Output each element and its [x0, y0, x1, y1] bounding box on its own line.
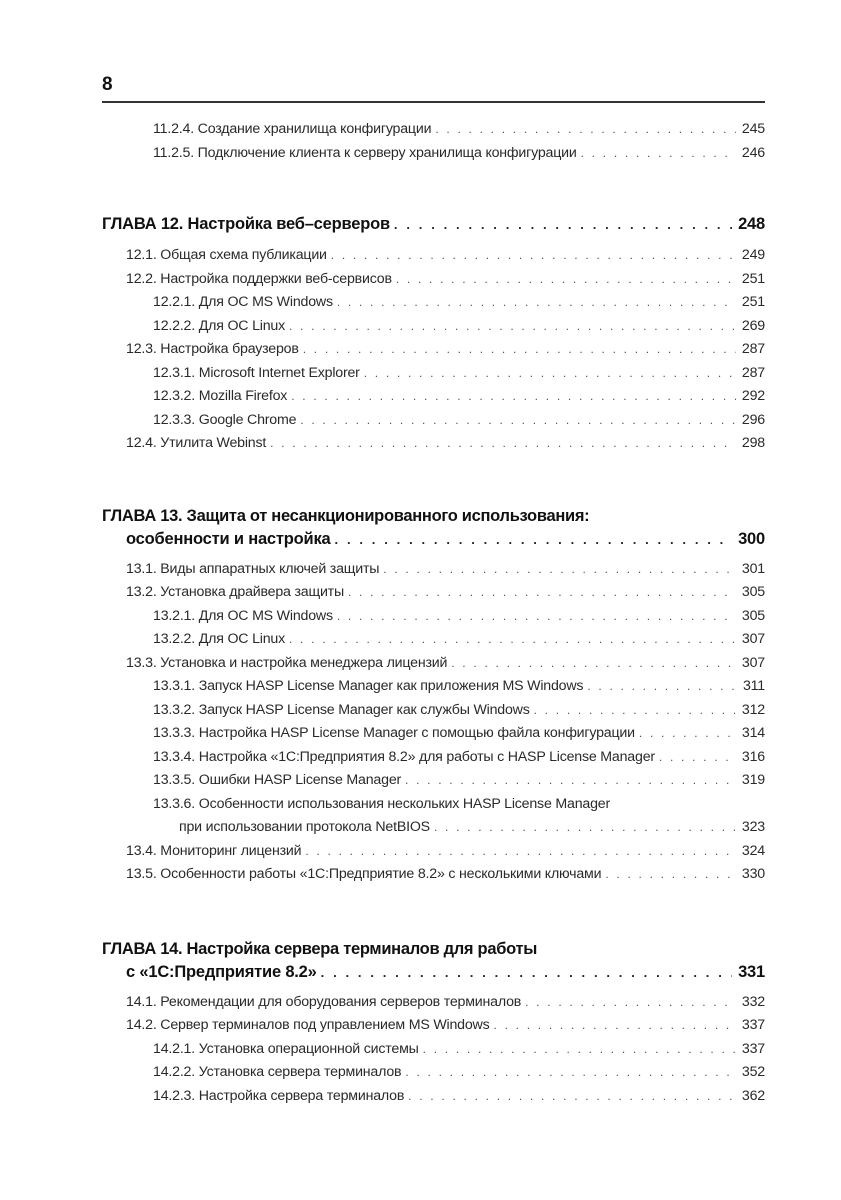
toc-entry-title: 13.3.4. Настройка «1С:Предприятия 8.2» для работы с HASP License Manager: [153, 748, 655, 765]
dot-leader: [364, 366, 736, 380]
dot-leader: [525, 995, 736, 1009]
table-of-contents: [102, 121, 765, 1111]
chapter-heading[interactable]: [102, 215, 765, 241]
chapter-title-line2: особенности и настройка: [126, 529, 331, 548]
dot-leader: [300, 413, 736, 427]
toc-entry-page: 332: [741, 993, 765, 1010]
toc-entry-title: 13.3. Установка и настройка менеджера лицензий: [126, 654, 448, 671]
toc-entry[interactable]: [102, 1017, 765, 1041]
toc-entry[interactable]: [102, 608, 765, 632]
dot-leader: [305, 844, 736, 858]
toc-entry[interactable]: [102, 749, 765, 773]
toc-entry[interactable]: [102, 1041, 765, 1065]
toc-entry-title: 12.3. Настройка браузеров: [126, 341, 299, 357]
chapter-page: 248: [738, 215, 765, 233]
toc-entry[interactable]: [102, 678, 765, 702]
toc-entry-title-line1[interactable]: 13.3.6. Особенности использования нескольких HASP License Manager: [153, 795, 610, 812]
toc-entry-page: 269: [741, 317, 765, 334]
toc-entry-page: 305: [741, 584, 765, 600]
toc-entry-title: 12.3.1. Microsoft Internet Explorer: [153, 364, 360, 381]
toc-entry[interactable]: [102, 1064, 765, 1088]
chapter-page: 331: [738, 962, 765, 981]
chapter-12: [102, 215, 765, 459]
dot-leader: [451, 656, 736, 670]
toc-entry-page: 296: [741, 411, 765, 428]
dot-leader: [291, 389, 736, 403]
toc-entry[interactable]: [102, 994, 765, 1018]
toc-entry-page: 301: [741, 560, 765, 577]
toc-entry-title: 12.2. Настройка поддержки веб-сервисов: [126, 270, 392, 287]
toc-entry-title: 13.1. Виды аппаратных ключей защиты: [126, 560, 380, 577]
toc-entry-page: 251: [741, 270, 765, 287]
toc-entry-title: при использовании протокола NetBIOS: [179, 819, 430, 835]
dot-leader: [270, 436, 736, 450]
toc-entry-page: 324: [741, 842, 765, 859]
toc-entry[interactable]: [102, 388, 765, 412]
dot-leader: [405, 1065, 736, 1079]
dot-leader: [581, 146, 736, 160]
toc-entry-page: 314: [741, 725, 765, 741]
toc-entry-page: 312: [741, 701, 765, 718]
toc-entry-title: 13.2.1. Для ОС MS Windows: [153, 607, 333, 624]
chapter-title-line2: с «1С:Предприятие 8.2»: [126, 962, 317, 981]
dot-leader: [605, 867, 736, 881]
toc-entry-page: 316: [741, 748, 765, 765]
toc-entry[interactable]: [102, 584, 765, 608]
toc-entry[interactable]: [102, 435, 765, 459]
chapter-heading[interactable]: [102, 963, 765, 989]
toc-entry[interactable]: [102, 819, 765, 843]
toc-entry[interactable]: [102, 1088, 765, 1112]
toc-entry-page: 298: [741, 435, 765, 451]
toc-entry-page: 311: [742, 678, 765, 694]
page-number: 8: [102, 74, 113, 95]
dot-leader: [348, 585, 736, 599]
toc-entry-title: 13.2. Установка драйвера защиты: [126, 584, 344, 600]
toc-entry-title: 14.1. Рекомендации для оборудования серверов терминалов: [126, 993, 522, 1010]
dot-leader: [289, 319, 736, 333]
dot-leader: [405, 773, 736, 787]
chapter-title: ГЛАВА 12. Настройка веб–серверов: [102, 215, 390, 233]
toc-entry[interactable]: [102, 121, 765, 145]
toc-entry-title: 11.2.4. Создание хранилища конфигурации: [153, 121, 432, 137]
dot-leader: [337, 295, 736, 309]
toc-entry-title: 12.3.2. Mozilla Firefox: [153, 388, 288, 404]
toc-entry-page: 251: [741, 294, 765, 310]
toc-entry[interactable]: [102, 631, 765, 655]
toc-entry[interactable]: [102, 772, 765, 796]
toc-entry-title: 14.2. Сервер терминалов под управлением MS Windows: [126, 1017, 490, 1033]
dot-leader: [494, 1018, 736, 1032]
toc-entry-title: 11.2.5. Подключение клиента к серверу хранилища конфигурации: [153, 144, 577, 161]
toc-entry-title: 13.2.2. Для ОС Linux: [153, 631, 285, 647]
toc-entry-title: 14.2.3. Настройка сервера терминалов: [153, 1087, 405, 1104]
toc-entry-page: 287: [741, 364, 765, 381]
dot-leader: [639, 726, 736, 740]
dot-leader: [303, 342, 736, 356]
dot-leader: [394, 217, 732, 232]
toc-entry-page: 337: [741, 1040, 765, 1057]
toc-entry-page: 249: [741, 247, 765, 263]
dot-leader: [331, 248, 736, 262]
toc-entry-title: 13.4. Мониторинг лицензий: [126, 842, 302, 859]
toc-entry-title: 14.2.1. Установка операционной системы: [153, 1040, 419, 1057]
toc-entry-title: 12.1. Общая схема публикации: [126, 247, 327, 263]
dot-leader: [534, 703, 736, 717]
chapter-13: [102, 507, 765, 890]
toc-entry-page: 323: [741, 819, 765, 835]
dot-leader: [321, 965, 732, 980]
toc-entry-title: 12.2.2. Для ОС Linux: [153, 317, 285, 334]
toc-entry[interactable]: [102, 843, 765, 867]
toc-entry[interactable]: [102, 145, 765, 169]
dot-leader: [408, 1089, 736, 1103]
toc-entry[interactable]: [102, 247, 765, 271]
toc-entry[interactable]: [102, 702, 765, 726]
toc-entry-title: 12.4. Утилита Webinst: [126, 435, 267, 451]
toc-entry[interactable]: [102, 365, 765, 389]
toc-entry[interactable]: [102, 655, 765, 679]
toc-entry-title: 12.2.1. Для ОС MS Windows: [153, 294, 333, 310]
dot-leader: [434, 820, 736, 834]
toc-entry-page: 307: [741, 654, 765, 671]
toc-entry[interactable]: [102, 561, 765, 585]
chapter-title-line1[interactable]: ГЛАВА 13. Защита от несанкционированного использования:: [102, 506, 590, 525]
dot-leader: [289, 632, 736, 646]
dot-leader: [659, 750, 736, 764]
dot-leader: [435, 122, 736, 136]
toc-entry-title: 12.3.3. Google Chrome: [153, 411, 297, 428]
toc-entry-page: 287: [741, 341, 765, 357]
toc-entry-page: 330: [741, 866, 765, 882]
toc-entry-page: 245: [741, 121, 765, 137]
toc-entry[interactable]: [102, 725, 765, 749]
toc-entry-page: 352: [741, 1064, 765, 1080]
toc-entry-title: 14.2.2. Установка сервера терминалов: [153, 1064, 402, 1080]
chapter-title-line1[interactable]: ГЛАВА 14. Настройка сервера терминалов для работы: [102, 939, 538, 958]
toc-entry-title: 13.5. Особенности работы «1С:Предприятие 8.2» с несколькими ключами: [126, 866, 602, 882]
toc-entry[interactable]: [102, 412, 765, 436]
chapter-heading[interactable]: [102, 530, 765, 556]
toc-entry-page: 362: [741, 1087, 765, 1104]
toc-entry-title: 13.3.1. Запуск HASP License Manager как приложения MS Windows: [153, 678, 584, 694]
toc-entry[interactable]: [102, 866, 765, 890]
chapter-page: 300: [738, 529, 765, 548]
toc-entry[interactable]: [102, 341, 765, 365]
toc-entry-page: 337: [741, 1017, 765, 1033]
chapter-14: [102, 940, 765, 1112]
toc-entry[interactable]: [102, 318, 765, 342]
toc-entry-page: 307: [741, 631, 765, 647]
toc-entry-page: 319: [741, 772, 765, 788]
toc-entry-title: 13.3.2. Запуск HASP License Manager как службы Windows: [153, 701, 530, 718]
toc-entry-title: 13.3.5. Ошибки HASP License Manager: [153, 772, 402, 788]
header-rule: [102, 101, 765, 103]
toc-entry-title: 13.3.3. Настройка HASP License Manager с помощью файла конфигурации: [153, 725, 635, 741]
toc-entry-page: 305: [741, 607, 765, 624]
dot-leader: [383, 562, 736, 576]
dot-leader: [335, 532, 733, 547]
toc-entry[interactable]: [102, 294, 765, 318]
toc-entry[interactable]: [102, 271, 765, 295]
dot-leader: [337, 609, 736, 623]
dot-leader: [423, 1042, 736, 1056]
dot-leader: [396, 272, 736, 286]
toc-entry-page: 292: [741, 388, 765, 404]
toc-entry-page: 246: [741, 144, 765, 161]
dot-leader: [587, 679, 737, 693]
